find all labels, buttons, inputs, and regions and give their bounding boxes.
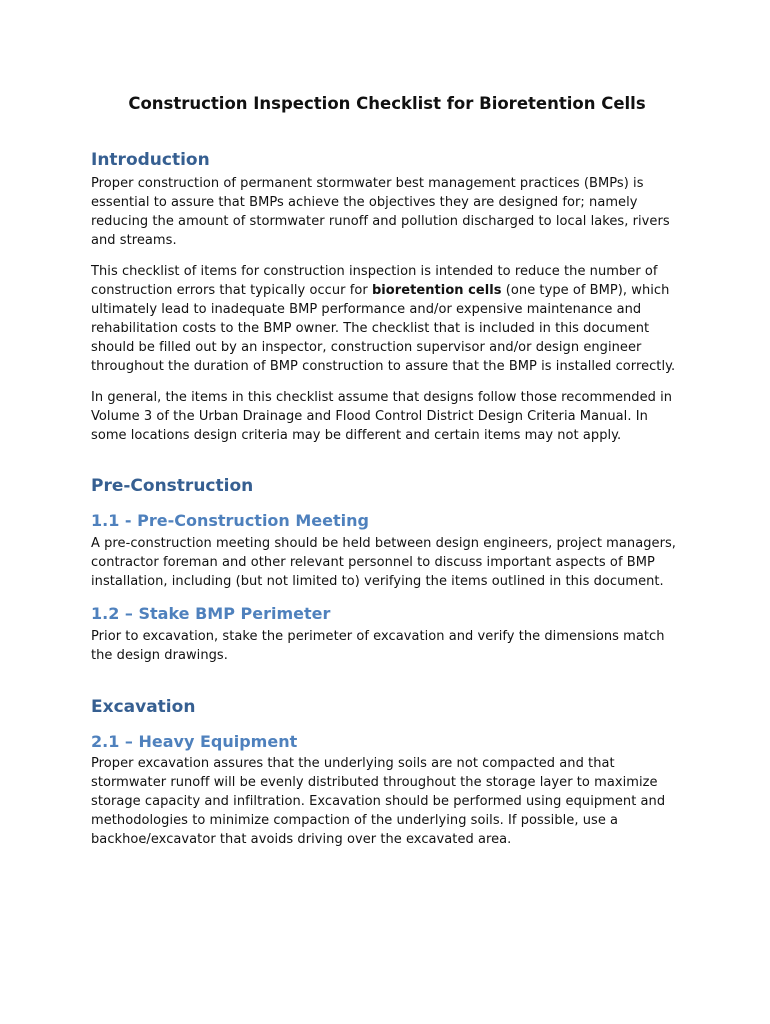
document-page [91, 93, 683, 849]
introduction-heading: Introduction [91, 150, 210, 170]
introduction-paragraph-2 [91, 262, 683, 376]
introduction-paragraph-3: In general, the items in this checklist assume that designs follow those recommended in Volume 3 of the Urban Drainage and Flood Control District Design Criteria Manual. In some locations design criteria may be different and certain items may not apply. [91, 390, 673, 443]
introduction-paragraph-1: Proper construction of permanent stormwater best management practices (BMPs) is essential to assure that BMPs achieve the objectives they are designed for; namely reducing the amount of stormwater runoff and pollution discharged to local lakes, rivers and streams. [91, 176, 670, 248]
excavation-heading: Excavation [91, 697, 196, 717]
section-1-2-heading: 1.2 – Stake BMP Perimeter [91, 604, 331, 623]
section-2-1-body: Proper excavation assures that the underlying soils are not compacted and that stormwater runoff will be evenly distributed throughout the storage layer to maximize storage capacity and infiltration. Excavation should be performed using equipment and methodologies to minimize compaction of the underlying soils. If possible, use a backhoe/excavator that avoids driving over the excavated area. [91, 756, 666, 847]
section-2-1-heading: 2.1 – Heavy Equipment [91, 732, 298, 751]
introduction-paragraph-2-text-b: (one type of BMP), which ultimately lead to inadequate BMP performance and/or expensive maintenance and rehabilitation costs to the BMP owner. The checklist that is included in this document should be filled out by an inspector, construction supervisor and/or design engineer throughout the duration of BMP construction to assure that the BMP is installed correctly. [91, 283, 676, 374]
document-title: Construction Inspection Checklist for Bioretention Cells [128, 94, 646, 113]
section-1-1-heading: 1.1 - Pre-Construction Meeting [91, 511, 369, 530]
bioretention-cells-bold-term: bioretention cells [371, 283, 502, 298]
pre-construction-heading: Pre-Construction [91, 476, 254, 496]
section-1-1-body: A pre-construction meeting should be held between design engineers, project managers, contractor foreman and other relevant personnel to discuss important aspects of BMP installation, including (but not limited to) verifying the items outlined in this document. [91, 536, 676, 589]
introduction-paragraph-2-text-a: This checklist of items for construction inspection is intended to reduce the number of construction errors that typically occur for [91, 264, 658, 298]
section-1-2-body: Prior to excavation, stake the perimeter of excavation and verify the dimensions match the design drawings. [91, 629, 665, 663]
